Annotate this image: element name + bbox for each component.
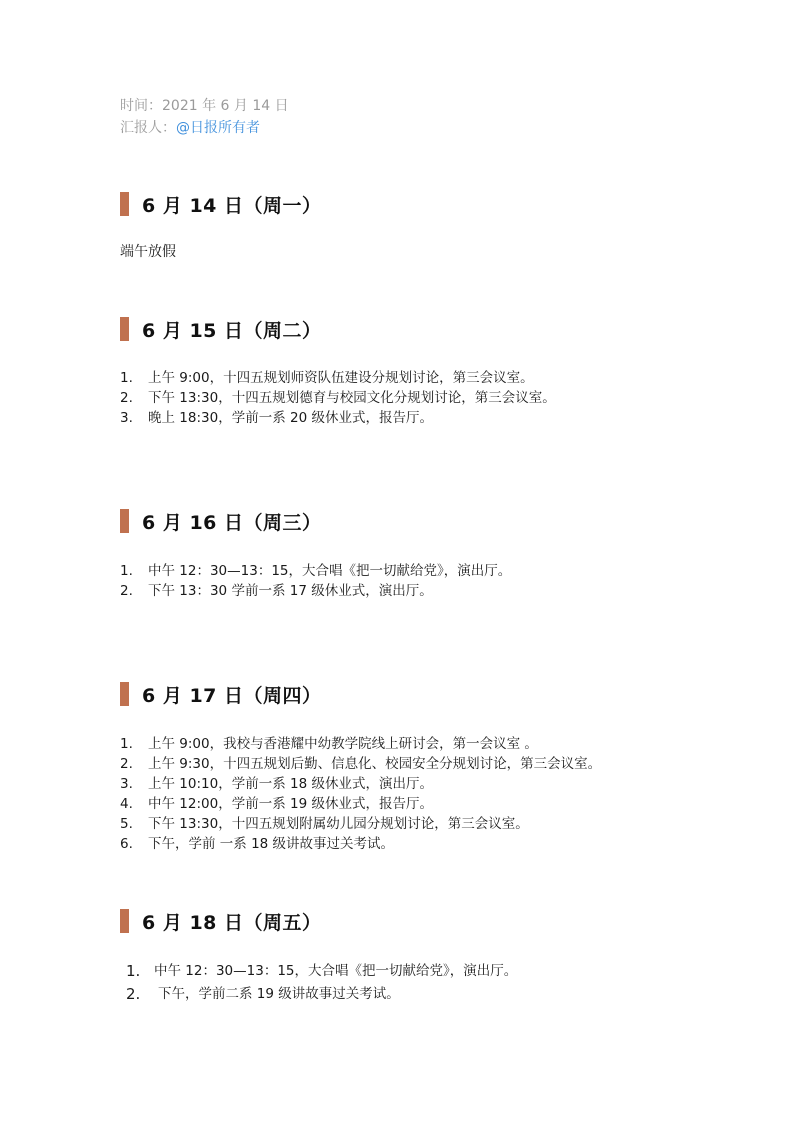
heading-accent-bar bbox=[120, 317, 129, 341]
item-number: 2. bbox=[126, 985, 141, 1003]
section-title: 6 月 14 日（周一） bbox=[142, 194, 322, 217]
list-item bbox=[126, 984, 517, 1004]
reporter-label: 汇报人： bbox=[120, 120, 176, 136]
item-text: 下午，学前二系 19 级讲故事过关考试。 bbox=[158, 986, 400, 1002]
section-heading-0618 bbox=[120, 909, 322, 933]
item-text: 下午 13:30，十四五规划德育与校园文化分规划讨论，第三会议室。 bbox=[148, 390, 556, 406]
item-number: 3. bbox=[120, 776, 133, 792]
item-number: 1. bbox=[126, 962, 141, 980]
item-number: 2. bbox=[120, 756, 133, 772]
item-number: 5. bbox=[120, 816, 133, 832]
item-text: 下午，学前 一系 18 级讲故事过关考试。 bbox=[148, 836, 395, 852]
list-item bbox=[120, 734, 601, 754]
item-text: 晚上 18:30，学前一系 20 级休业式，报告厅。 bbox=[148, 410, 433, 426]
report-time bbox=[120, 96, 289, 116]
schedule-list-0616 bbox=[120, 561, 511, 601]
list-item bbox=[120, 388, 556, 408]
item-text: 中午 12：30—13：15，大合唱《把一切献给党》，演出厅。 bbox=[154, 963, 518, 979]
reporter-mention-link[interactable]: @日报所有者 bbox=[176, 120, 260, 136]
list-item bbox=[120, 408, 556, 428]
schedule-list-0617 bbox=[120, 734, 601, 854]
section-heading-0617 bbox=[120, 682, 322, 706]
list-item bbox=[120, 814, 601, 834]
list-item bbox=[120, 774, 601, 794]
report-time-text: 时间：2021 年 6 月 14 日 bbox=[120, 98, 289, 114]
section-heading-0614 bbox=[120, 192, 322, 216]
list-item bbox=[120, 754, 601, 774]
item-number: 3. bbox=[120, 410, 133, 426]
section-heading-0616 bbox=[120, 509, 322, 533]
heading-accent-bar bbox=[120, 192, 129, 216]
holiday-note: 端午放假 bbox=[120, 244, 176, 260]
list-item bbox=[120, 368, 556, 388]
section-title: 6 月 17 日（周四） bbox=[142, 684, 322, 707]
list-item bbox=[120, 794, 601, 814]
item-number: 2. bbox=[120, 583, 133, 599]
item-number: 6. bbox=[120, 836, 133, 852]
item-number: 4. bbox=[120, 796, 133, 812]
section-heading-0615 bbox=[120, 317, 322, 341]
item-text: 上午 9:00，我校与香港耀中幼教学院线上研讨会，第一会议室 。 bbox=[148, 736, 538, 752]
section-title: 6 月 16 日（周三） bbox=[142, 511, 322, 534]
heading-accent-bar bbox=[120, 682, 129, 706]
list-item bbox=[126, 961, 517, 981]
section-title: 6 月 15 日（周二） bbox=[142, 319, 322, 342]
heading-accent-bar bbox=[120, 909, 129, 933]
item-text: 中午 12:00，学前一系 19 级休业式，报告厅。 bbox=[148, 796, 433, 812]
item-text: 下午 13:30，十四五规划附属幼儿园分规划讨论，第三会议室。 bbox=[148, 816, 529, 832]
schedule-list-0618 bbox=[126, 961, 517, 1004]
section-title: 6 月 18 日（周五） bbox=[142, 911, 322, 934]
item-number: 1. bbox=[120, 736, 133, 752]
list-item bbox=[120, 834, 601, 854]
schedule-list-0615 bbox=[120, 368, 556, 428]
list-item bbox=[120, 581, 511, 601]
heading-accent-bar bbox=[120, 509, 129, 533]
item-text: 上午 9:30，十四五规划后勤、信息化、校园安全分规划讨论，第三会议室。 bbox=[148, 756, 602, 772]
item-text: 上午 10:10，学前一系 18 级休业式，演出厅。 bbox=[148, 776, 433, 792]
item-number: 2. bbox=[120, 390, 133, 406]
item-text: 上午 9:00，十四五规划师资队伍建设分规划讨论，第三会议室。 bbox=[148, 370, 534, 386]
item-text: 下午 13：30 学前一系 17 级休业式，演出厅。 bbox=[148, 583, 433, 599]
report-reporter bbox=[120, 118, 260, 138]
list-item bbox=[120, 561, 511, 581]
item-text: 中午 12：30—13：15，大合唱《把一切献给党》，演出厅。 bbox=[148, 563, 512, 579]
item-number: 1. bbox=[120, 370, 133, 386]
item-number: 1. bbox=[120, 563, 133, 579]
